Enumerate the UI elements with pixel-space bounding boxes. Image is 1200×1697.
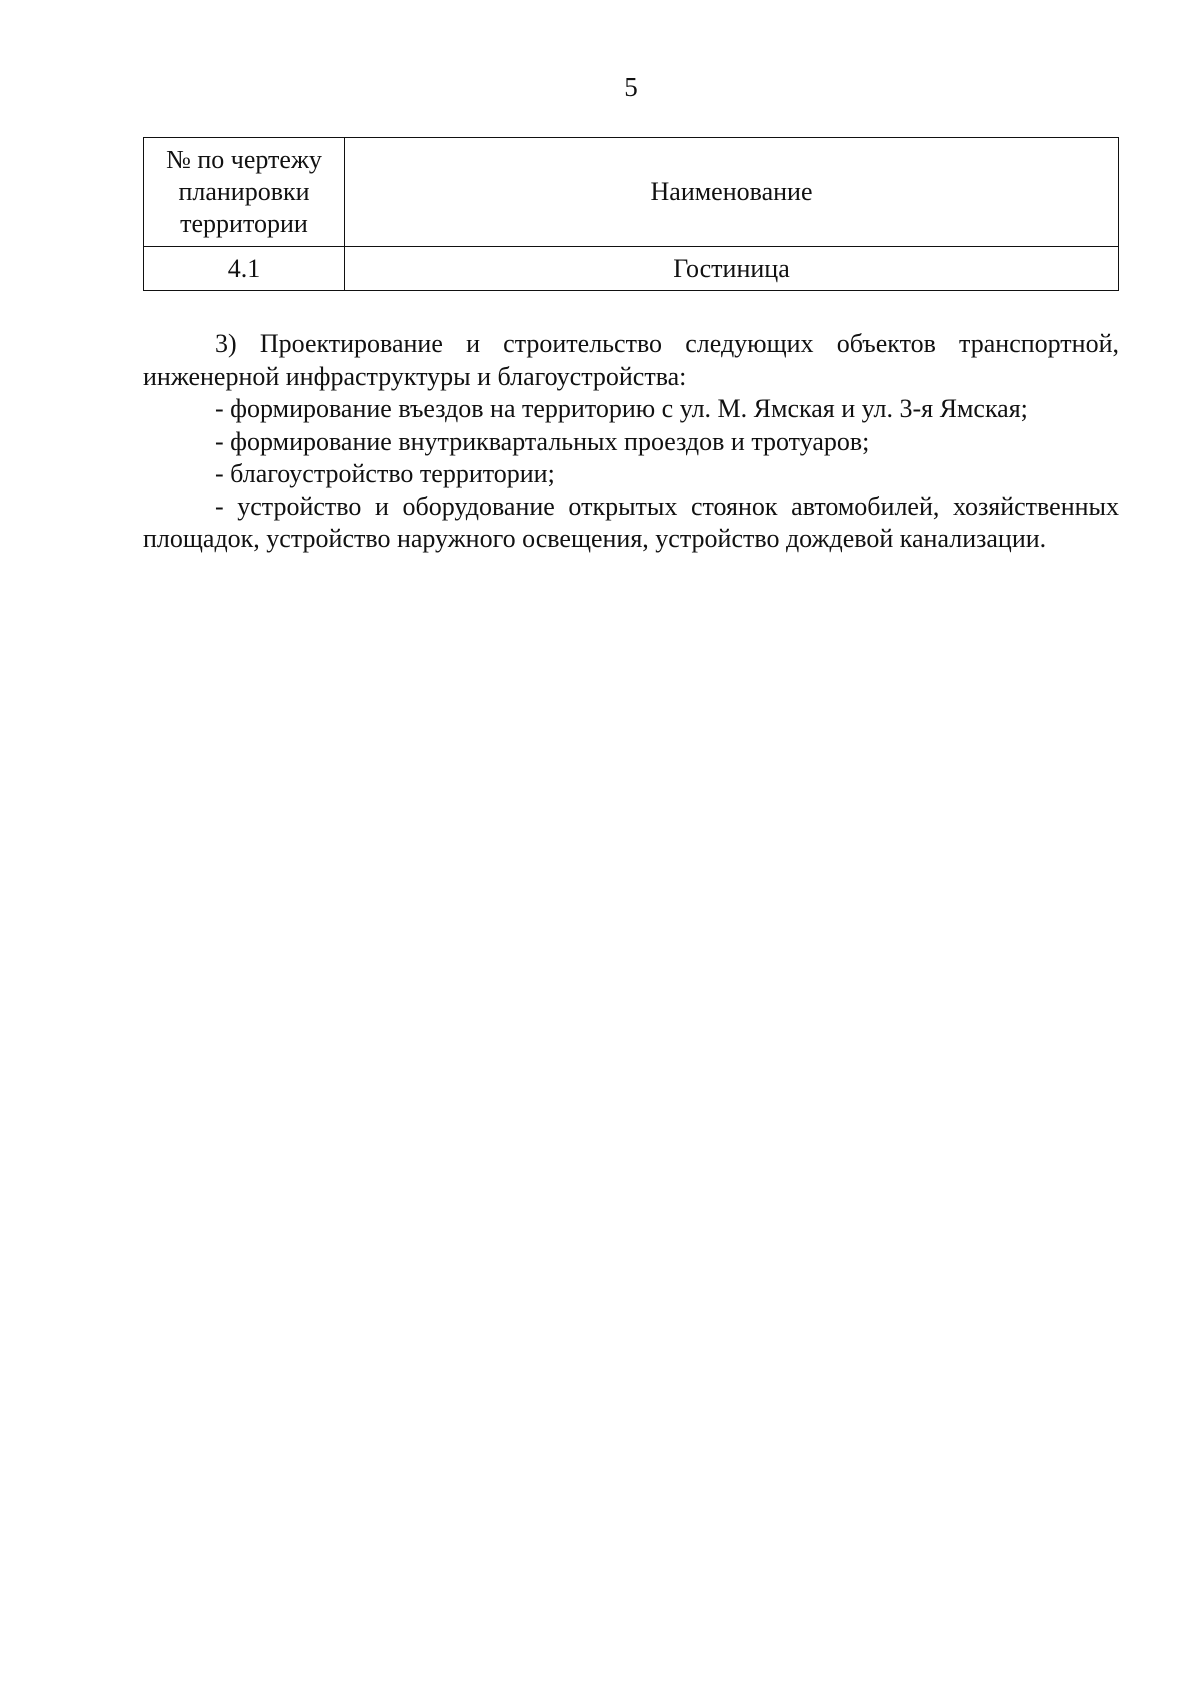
header-name-cell: Наименование bbox=[345, 138, 1119, 247]
planning-table bbox=[143, 137, 1119, 291]
section-intro-paragraph: 3) Проектирование и строительство следующих объектов транспортной, инженерной инфраструктуры и благоустройства: bbox=[143, 329, 1119, 391]
row-name-cell: Гостиница bbox=[345, 247, 1119, 291]
list-item: - формирование внутриквартальных проездов и тротуаров; bbox=[215, 426, 870, 456]
table-row bbox=[144, 247, 1119, 291]
list-item: - формирование въездов на территорию с ул. М. Ямская и ул. 3-я Ямская; bbox=[215, 394, 1028, 423]
list-item: - благоустройство территории; bbox=[215, 459, 555, 488]
section-body bbox=[143, 328, 1119, 556]
row-number-cell: 4.1 bbox=[144, 247, 345, 291]
header-number-cell: № по чертежу планировки территории bbox=[144, 138, 345, 247]
table-header-row bbox=[144, 138, 1119, 247]
page-number: 5 bbox=[624, 72, 638, 102]
list-item: - устройство и оборудование открытых стоянок автомобилей, хозяйственных площадок, устройство наружного освещения, устройство дождевой канализации. bbox=[143, 491, 1119, 553]
